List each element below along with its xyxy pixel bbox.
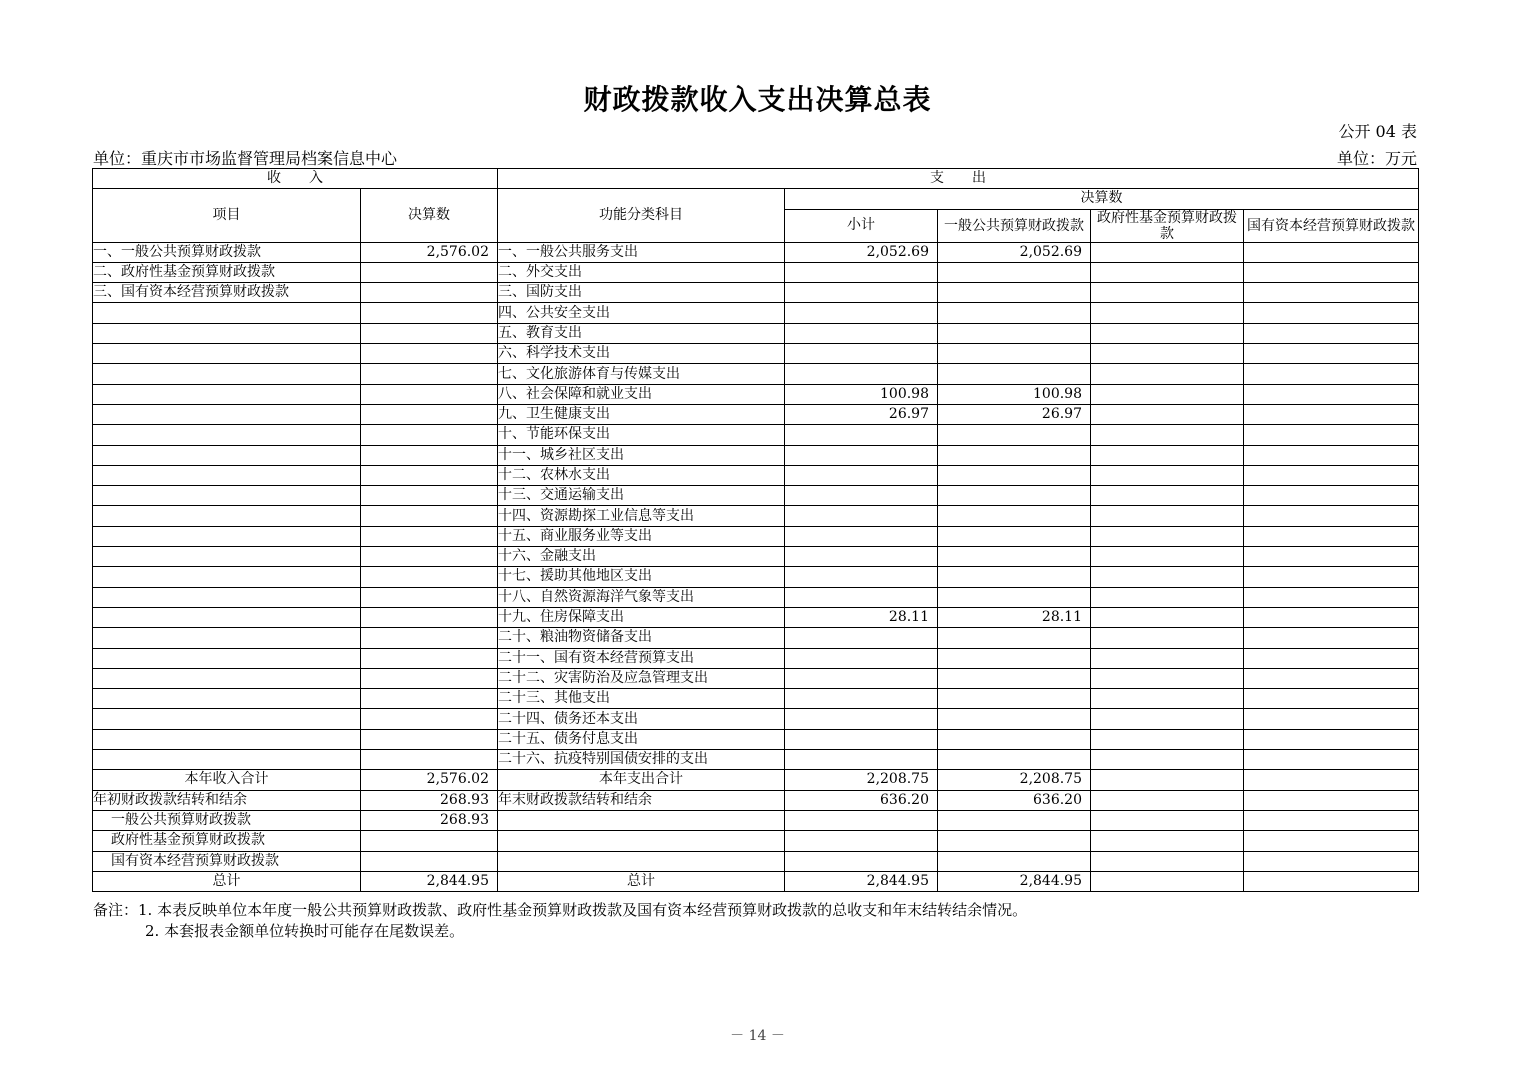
summary-section xyxy=(93,770,1419,892)
expense-gov-fund-cell xyxy=(1091,323,1244,343)
table-row xyxy=(93,648,1419,668)
expense-state-capital-cell xyxy=(1244,526,1419,546)
income-amount-cell xyxy=(361,668,498,688)
income-amount-cell xyxy=(361,384,498,404)
expense-category-cell: 十二、农林水支出 xyxy=(498,465,785,485)
income-item-cell xyxy=(93,404,361,424)
expense-state-capital-cell xyxy=(1244,689,1419,709)
expense-subtotal-cell xyxy=(785,344,938,364)
expense-gov-fund-cell xyxy=(1091,689,1244,709)
expense-category-cell: 二十、粮油物资储备支出 xyxy=(498,628,785,648)
expense-general-cell xyxy=(938,445,1091,465)
expense-category-cell: 十一、城乡社区支出 xyxy=(498,445,785,465)
expense-state-capital-cell xyxy=(1244,445,1419,465)
table-row xyxy=(93,465,1419,485)
income-amount-cell xyxy=(361,262,498,282)
expense-category-cell: 七、文化旅游体育与传媒支出 xyxy=(498,364,785,384)
expense-gov-fund-cell xyxy=(1091,425,1244,445)
expense-general-cell xyxy=(938,628,1091,648)
table-row xyxy=(93,506,1419,526)
grand-total-general: 2,844.95 xyxy=(938,871,1091,891)
expense-subtotal-cell xyxy=(785,587,938,607)
expense-total-general: 2,208.75 xyxy=(938,770,1091,790)
state-capital-header: 国有资本经营预算财政拨款 xyxy=(1244,209,1419,242)
expense-general-cell xyxy=(938,689,1091,709)
income-item-cell xyxy=(93,486,361,506)
income-item-cell xyxy=(93,445,361,465)
expense-category-cell: 二十三、其他支出 xyxy=(498,689,785,709)
expense-general-cell xyxy=(938,344,1091,364)
expense-general-cell: 28.11 xyxy=(938,607,1091,627)
income-item-cell xyxy=(93,628,361,648)
notes xyxy=(93,900,1027,942)
table-row xyxy=(93,344,1419,364)
expense-category-cell: 三、国防支出 xyxy=(498,283,785,303)
table-body xyxy=(93,242,1419,770)
income-header: 收 入 xyxy=(93,169,498,189)
beginning-general-label: 一般公共预算财政拨款 xyxy=(93,810,361,830)
income-amount-cell xyxy=(361,587,498,607)
expense-gov-fund-cell xyxy=(1091,607,1244,627)
income-amount-cell xyxy=(361,648,498,668)
expense-general-cell xyxy=(938,506,1091,526)
table-row xyxy=(93,262,1419,282)
expense-category-cell: 十、节能环保支出 xyxy=(498,425,785,445)
expense-gov-fund-cell xyxy=(1091,364,1244,384)
expense-total-subtotal: 2,208.75 xyxy=(785,770,938,790)
expense-gov-fund-cell xyxy=(1091,344,1244,364)
expense-state-capital-cell xyxy=(1244,344,1419,364)
expense-state-capital-cell xyxy=(1244,465,1419,485)
expense-subtotal-cell xyxy=(785,425,938,445)
income-item-cell xyxy=(93,364,361,384)
expense-category-cell: 二十六、抗疫特别国债安排的支出 xyxy=(498,750,785,770)
expense-general-cell xyxy=(938,648,1091,668)
expense-gov-fund-cell xyxy=(1091,465,1244,485)
expense-general-cell xyxy=(938,547,1091,567)
expense-subtotal-cell xyxy=(785,445,938,465)
expense-subtotal-cell xyxy=(785,689,938,709)
income-amount-cell xyxy=(361,465,498,485)
income-amount-cell xyxy=(361,283,498,303)
expense-state-capital-cell xyxy=(1244,709,1419,729)
expense-state-capital-cell xyxy=(1244,587,1419,607)
income-amount-cell: 2,576.02 xyxy=(361,242,498,262)
table-row xyxy=(93,689,1419,709)
amount-header: 决算数 xyxy=(361,189,498,242)
page-number: － 14 － xyxy=(730,1028,785,1044)
income-item-cell xyxy=(93,689,361,709)
subtotal-header: 小计 xyxy=(785,209,938,242)
expense-state-capital-cell xyxy=(1244,486,1419,506)
expense-general-cell xyxy=(938,262,1091,282)
income-amount-cell xyxy=(361,607,498,627)
expense-category-cell: 二十五、债务付息支出 xyxy=(498,729,785,749)
expense-gov-fund-cell xyxy=(1091,303,1244,323)
expense-state-capital-cell xyxy=(1244,425,1419,445)
income-item-cell: 一、一般公共预算财政拨款 xyxy=(93,242,361,262)
expense-category-cell: 一、一般公共服务支出 xyxy=(498,242,785,262)
expense-subtotal-cell: 26.97 xyxy=(785,404,938,424)
expense-state-capital-cell xyxy=(1244,364,1419,384)
expense-general-cell xyxy=(938,465,1091,485)
function-category-header: 功能分类科目 xyxy=(498,189,785,242)
expense-general-cell xyxy=(938,364,1091,384)
general-budget-header: 一般公共预算财政拨款 xyxy=(938,209,1091,242)
expense-subtotal-cell xyxy=(785,303,938,323)
expense-gov-fund-cell xyxy=(1091,567,1244,587)
table-row xyxy=(93,831,1419,851)
table-row xyxy=(93,709,1419,729)
expense-category-cell: 十三、交通运输支出 xyxy=(498,486,785,506)
ending-balance-fund xyxy=(1091,790,1244,810)
income-amount-cell xyxy=(361,689,498,709)
expense-subtotal-cell xyxy=(785,506,938,526)
income-amount-cell xyxy=(361,323,498,343)
expense-gov-fund-cell xyxy=(1091,729,1244,749)
income-amount-cell xyxy=(361,404,498,424)
grand-total-label-left: 总计 xyxy=(93,871,361,891)
expense-state-capital-cell xyxy=(1244,750,1419,770)
income-item-cell: 二、政府性基金预算财政拨款 xyxy=(93,262,361,282)
expense-general-cell xyxy=(938,425,1091,445)
expense-subtotal-cell xyxy=(785,547,938,567)
expense-gov-fund-cell xyxy=(1091,283,1244,303)
expense-gov-fund-cell xyxy=(1091,709,1244,729)
table-row xyxy=(93,729,1419,749)
table-row xyxy=(93,851,1419,871)
income-amount-cell xyxy=(361,526,498,546)
income-item-cell xyxy=(93,567,361,587)
expense-subtotal-cell xyxy=(785,323,938,343)
expense-category-cell: 十九、住房保障支出 xyxy=(498,607,785,627)
income-item-cell xyxy=(93,668,361,688)
expense-state-capital-cell xyxy=(1244,404,1419,424)
table-row xyxy=(93,242,1419,262)
expense-category-cell: 二十一、国有资本经营预算支出 xyxy=(498,648,785,668)
expense-subtotal-cell xyxy=(785,364,938,384)
expense-category-cell: 十六、金融支出 xyxy=(498,547,785,567)
expense-general-cell: 2,052.69 xyxy=(938,242,1091,262)
income-amount-cell xyxy=(361,750,498,770)
table-row xyxy=(93,425,1419,445)
expense-state-capital-cell xyxy=(1244,323,1419,343)
income-amount-cell xyxy=(361,729,498,749)
income-item-cell xyxy=(93,607,361,627)
income-item-cell xyxy=(93,425,361,445)
expense-subtotal-cell: 100.98 xyxy=(785,384,938,404)
table-row xyxy=(93,445,1419,465)
ending-balance-capital xyxy=(1244,790,1419,810)
income-item-cell xyxy=(93,587,361,607)
table-row xyxy=(93,587,1419,607)
beginning-balance-label: 年初财政拨款结转和结余 xyxy=(93,790,361,810)
income-amount-cell xyxy=(361,364,498,384)
expense-subtotal-cell xyxy=(785,283,938,303)
expense-category-cell: 二、外交支出 xyxy=(498,262,785,282)
table-row xyxy=(93,567,1419,587)
expense-state-capital-cell xyxy=(1244,303,1419,323)
table-row xyxy=(93,404,1419,424)
expense-general-cell xyxy=(938,486,1091,506)
report-title: 财政拨款收入支出决算总表 xyxy=(583,83,932,116)
expense-subtotal-cell xyxy=(785,750,938,770)
note-line-1: 备注：1. 本表反映单位本年度一般公共预算财政拨款、政府性基金预算财政拨款及国有资本经营预算财政拨款的总收支和年末结转结余情况。 xyxy=(93,901,1028,919)
final-amount-header: 决算数 xyxy=(785,189,1419,209)
expense-subtotal-cell xyxy=(785,709,938,729)
income-item-cell xyxy=(93,384,361,404)
expense-gov-fund-cell xyxy=(1091,648,1244,668)
form-number: 公开 04 表 xyxy=(1338,122,1417,141)
ending-balance-label: 年末财政拨款结转和结余 xyxy=(498,790,785,810)
expense-gov-fund-cell xyxy=(1091,262,1244,282)
expense-category-cell: 十五、商业服务业等支出 xyxy=(498,526,785,546)
expense-gov-fund-cell xyxy=(1091,668,1244,688)
expense-gov-fund-cell xyxy=(1091,526,1244,546)
table-row xyxy=(93,668,1419,688)
income-item-cell xyxy=(93,709,361,729)
reporting-unit: 单位：重庆市市场监督管理局档案信息中心 xyxy=(93,149,398,168)
expense-category-cell: 八、社会保障和就业支出 xyxy=(498,384,785,404)
income-item-cell xyxy=(93,526,361,546)
income-item-cell xyxy=(93,344,361,364)
beginning-fund-label: 政府性基金预算财政拨款 xyxy=(93,831,361,851)
income-total-label: 本年收入合计 xyxy=(93,770,361,790)
beginning-balance-value: 268.93 xyxy=(361,790,498,810)
grand-total-income: 2,844.95 xyxy=(361,871,498,891)
expense-general-cell xyxy=(938,323,1091,343)
expense-total-capital xyxy=(1244,770,1419,790)
expense-subtotal-cell xyxy=(785,648,938,668)
expense-state-capital-cell xyxy=(1244,242,1419,262)
expense-subtotal-cell xyxy=(785,668,938,688)
table-row xyxy=(93,547,1419,567)
income-item-cell xyxy=(93,303,361,323)
income-item-cell xyxy=(93,506,361,526)
expense-total-label: 本年支出合计 xyxy=(498,770,785,790)
expense-general-cell: 26.97 xyxy=(938,404,1091,424)
gov-fund-header: 政府性基金预算财政拨款 xyxy=(1091,209,1244,242)
income-item-cell xyxy=(93,465,361,485)
expense-state-capital-cell xyxy=(1244,384,1419,404)
expense-subtotal-cell xyxy=(785,628,938,648)
table-row xyxy=(93,323,1419,343)
income-item-cell xyxy=(93,750,361,770)
expense-gov-fund-cell xyxy=(1091,587,1244,607)
expense-general-cell xyxy=(938,283,1091,303)
income-item-cell xyxy=(93,648,361,668)
table-row xyxy=(93,770,1419,790)
expense-subtotal-cell xyxy=(785,567,938,587)
expense-subtotal-cell xyxy=(785,729,938,749)
expense-subtotal-cell xyxy=(785,262,938,282)
expense-state-capital-cell xyxy=(1244,262,1419,282)
expense-gov-fund-cell xyxy=(1091,547,1244,567)
table-row xyxy=(93,384,1419,404)
table-row xyxy=(93,628,1419,648)
table-row xyxy=(93,607,1419,627)
expense-general-cell xyxy=(938,303,1091,323)
expense-category-cell: 四、公共安全支出 xyxy=(498,303,785,323)
income-amount-cell xyxy=(361,486,498,506)
expense-general-cell xyxy=(938,750,1091,770)
expense-category-cell: 十七、援助其他地区支出 xyxy=(498,567,785,587)
expense-gov-fund-cell xyxy=(1091,628,1244,648)
expense-general-cell xyxy=(938,567,1091,587)
grand-total-label-right: 总计 xyxy=(498,871,785,891)
budget-summary-table xyxy=(92,168,1419,892)
grand-total-subtotal: 2,844.95 xyxy=(785,871,938,891)
expense-general-cell xyxy=(938,709,1091,729)
note-line-2: 2. 本套报表金额单位转换时可能存在尾数误差。 xyxy=(145,922,465,940)
income-item-cell: 三、国有资本经营预算财政拨款 xyxy=(93,283,361,303)
expense-state-capital-cell xyxy=(1244,567,1419,587)
income-amount-cell xyxy=(361,445,498,465)
income-amount-cell xyxy=(361,567,498,587)
expense-category-cell: 二十四、债务还本支出 xyxy=(498,709,785,729)
table-row xyxy=(93,790,1419,810)
expense-category-cell: 十四、资源勘探工业信息等支出 xyxy=(498,506,785,526)
expense-state-capital-cell xyxy=(1244,547,1419,567)
expense-header: 支 出 xyxy=(498,169,1419,189)
expense-subtotal-cell: 28.11 xyxy=(785,607,938,627)
income-item-cell xyxy=(93,323,361,343)
expense-state-capital-cell xyxy=(1244,648,1419,668)
expense-gov-fund-cell xyxy=(1091,486,1244,506)
expense-state-capital-cell xyxy=(1244,607,1419,627)
expense-gov-fund-cell xyxy=(1091,404,1244,424)
table-row xyxy=(93,283,1419,303)
income-amount-cell xyxy=(361,709,498,729)
expense-category-cell: 五、教育支出 xyxy=(498,323,785,343)
beginning-capital-label: 国有资本经营预算财政拨款 xyxy=(93,851,361,871)
table-row xyxy=(93,486,1419,506)
expense-state-capital-cell xyxy=(1244,506,1419,526)
expense-gov-fund-cell xyxy=(1091,445,1244,465)
expense-state-capital-cell xyxy=(1244,668,1419,688)
expense-state-capital-cell xyxy=(1244,628,1419,648)
expense-gov-fund-cell xyxy=(1091,506,1244,526)
table-row xyxy=(93,871,1419,891)
expense-general-cell xyxy=(938,587,1091,607)
income-amount-cell xyxy=(361,628,498,648)
expense-gov-fund-cell xyxy=(1091,750,1244,770)
table-row xyxy=(93,364,1419,384)
expense-general-cell xyxy=(938,729,1091,749)
expense-subtotal-cell: 2,052.69 xyxy=(785,242,938,262)
expense-category-cell: 六、科学技术支出 xyxy=(498,344,785,364)
income-amount-cell xyxy=(361,303,498,323)
expense-general-cell: 100.98 xyxy=(938,384,1091,404)
expense-gov-fund-cell xyxy=(1091,384,1244,404)
ending-balance-subtotal: 636.20 xyxy=(785,790,938,810)
expense-subtotal-cell xyxy=(785,465,938,485)
table-row xyxy=(93,526,1419,546)
table-row xyxy=(93,303,1419,323)
expense-gov-fund-cell xyxy=(1091,242,1244,262)
income-amount-cell xyxy=(361,506,498,526)
expense-category-cell: 二十二、灾害防治及应急管理支出 xyxy=(498,668,785,688)
expense-general-cell xyxy=(938,668,1091,688)
expense-state-capital-cell xyxy=(1244,283,1419,303)
expense-subtotal-cell xyxy=(785,526,938,546)
expense-subtotal-cell xyxy=(785,486,938,506)
currency-unit: 单位：万元 xyxy=(1336,149,1417,168)
expense-state-capital-cell xyxy=(1244,729,1419,749)
ending-balance-general: 636.20 xyxy=(938,790,1091,810)
beginning-general-value: 268.93 xyxy=(361,810,498,830)
table-row xyxy=(93,810,1419,830)
table-row xyxy=(93,750,1419,770)
expense-total-fund xyxy=(1091,770,1244,790)
income-item-cell xyxy=(93,547,361,567)
item-header: 项目 xyxy=(93,189,361,242)
income-item-cell xyxy=(93,729,361,749)
expense-general-cell xyxy=(938,526,1091,546)
income-amount-cell xyxy=(361,425,498,445)
income-total-value: 2,576.02 xyxy=(361,770,498,790)
expense-category-cell: 十八、自然资源海洋气象等支出 xyxy=(498,587,785,607)
income-amount-cell xyxy=(361,547,498,567)
expense-category-cell: 九、卫生健康支出 xyxy=(498,404,785,424)
income-amount-cell xyxy=(361,344,498,364)
